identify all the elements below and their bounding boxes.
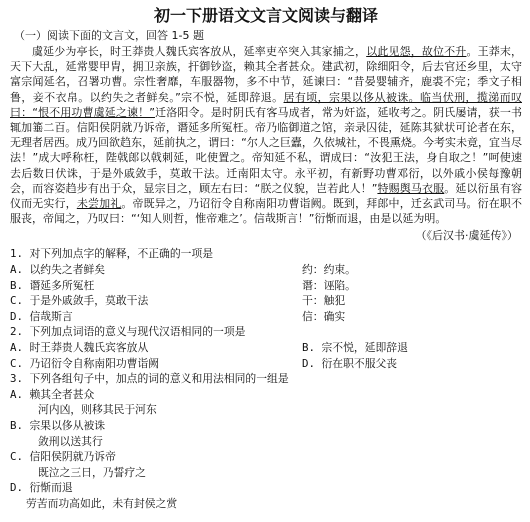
- question-3-stem: 3. 下列各组句子中，加点的词的意义和用法相同的一组是: [10, 372, 289, 386]
- q3-option-b-pair: 敛刑以送其行: [38, 434, 103, 448]
- underlined-sentence-2: 居有顷，宗果以侈从被诛。临当伏刑，揽涕而叹曰：“恨不用功曹虞延之谏！”: [10, 90, 522, 119]
- q3-option-a-pair: 河内凶，则移其民于河东: [38, 403, 157, 417]
- passage-paragraph: [10, 44, 522, 226]
- underlined-sentence-1: 以此见怨，故位不升: [366, 45, 467, 58]
- question-1-stem: 1. 对下列加点字的解释，不正确的一项是: [10, 247, 214, 261]
- q3-option-b: B. 宗果以侈从被诛: [10, 418, 106, 432]
- passage: [10, 44, 522, 226]
- q3-option-a: A. 赖其全者甚众: [10, 387, 95, 401]
- q2-options-ab: A. 时王莽贵人魏氏宾客放从 B. 宗不悦，延即辞退: [10, 341, 408, 354]
- q3-option-d-pair: 劳苦而功高如此，未有封侯之赏: [26, 496, 178, 510]
- q1-option-b: B. 谮延多所冤枉 谮：诬陷。: [10, 278, 356, 292]
- q2-options-cd: C. 乃诏衍令自称南阳功曹诣阙 D. 衍在职不服父丧: [10, 356, 398, 370]
- questions: [10, 246, 522, 511]
- source-citation: （《后汉书·虞延传》）: [415, 229, 518, 243]
- underlined-sentence-4: 未尝加礼: [76, 197, 122, 211]
- q3-option-d: D. 衍惭而退: [10, 481, 73, 495]
- passage-text: 。王莽末，天下大乱，延常婴甲胄，拥卫亲族，扞御钞盗，赖其全者甚众。建武初，除细阳令，后去官还乡里，太守富宗闻延名，召署功曹。宗性奢靡，车服器物，多不中节，延谏曰：“昔晏婴辅齐，鹿裘不完；季文子相鲁，妾不衣帛。以约失之者鲜矣。”宗不悦，延即辞退。: [10, 45, 523, 104]
- q1-option-c: C. 于是外戚敛手，莫敢干法 干：触犯: [10, 294, 346, 308]
- question-2-stem: 2. 下列加点词语的意义与现代汉语相同的一项是: [10, 325, 246, 339]
- passage-text: 。延以衍虽有容仪而无实行，: [10, 181, 523, 211]
- page-title: 初一下册语文文言文阅读与翻译: [153, 6, 378, 25]
- instruction: （一）阅读下面的文言文，回答 1-5 题: [14, 29, 204, 42]
- q1-option-d: D. 信哉斯言 信：确实: [10, 309, 346, 323]
- passage-text: 迁洛阳令。是时阴氏有客马成者，常为奸盗，延收考之。阴氏屡请，获一书辄加箠二百。信阳侯阴就乃诉帝，谮延多所冤枉。帝乃临御道之馆，亲录囚徒，延陈其狱状可论者在东，无理者居西。成乃回欲趋东，延前执之，谓曰：“尔人之巨蠹，久依城社，不畏熏烧。今考实未竟，宜当尽法！”成大呼称枉，陛戟郎以戟刺延，叱使置之。帝知延不私，谓成曰：“汝犯王法，身自取之！”呵使速去后数日伏诛，于是外戚敛手，莫敢干法。迁南阳太守。永平初，有新野功曹邓衍，以外戚小侯每豫朝会，而容姿趋步有出于众，显宗目之，顾左右曰：“朕之仪貌，岂若此人！”: [10, 105, 522, 195]
- passage-text: 。帝既异之，乃诏衍令自称南阳功曹诣阙。既到，拜郎中，迁玄武司马。衍在职不服丧，帝闻之，乃叹曰：“‘知人则哲，惟帝难之’。信哉斯言！”衍惭而退，由是以延为明。: [10, 197, 523, 226]
- q3-option-c-pair: 既泣之三日，乃誓疗之: [38, 465, 146, 479]
- q3-option-c: C. 信阳侯阴就乃诉帝: [10, 450, 116, 464]
- underlined-sentence-3: 特赐舆马衣服: [377, 181, 445, 195]
- passage-text: 虞延少为亭长，时王莽贵人魏氏宾客放从，延率吏卒突入其家捕之，: [32, 45, 367, 58]
- q1-option-a: A. 以约失之者鲜矣 约：约束。: [10, 263, 356, 277]
